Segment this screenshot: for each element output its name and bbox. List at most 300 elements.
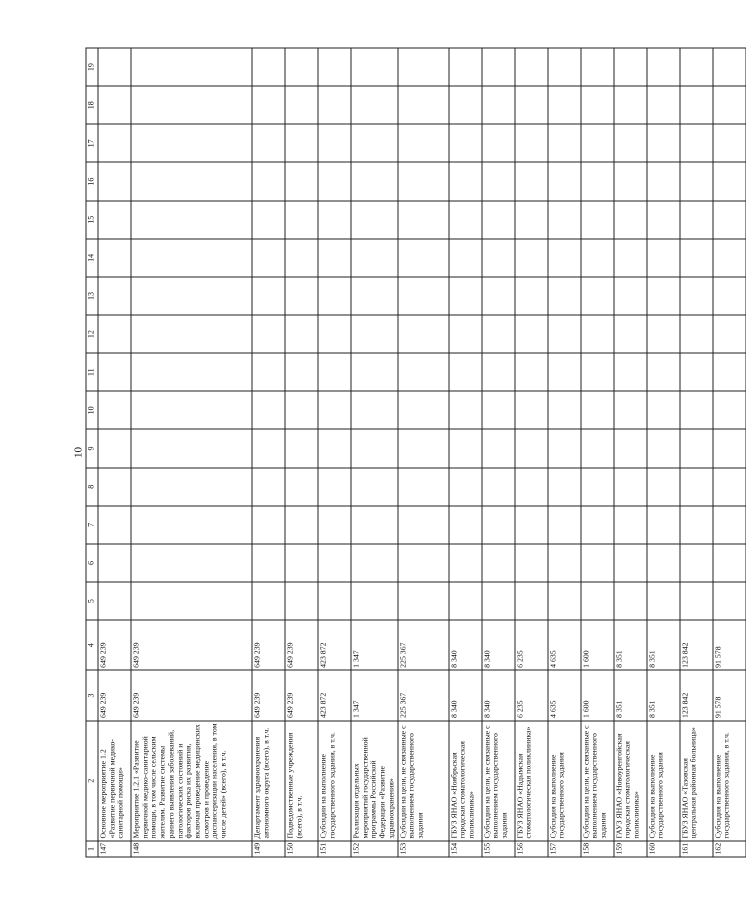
empty-cell [131, 468, 252, 506]
empty-cell [98, 315, 131, 353]
empty-cell [515, 201, 548, 239]
empty-cell [398, 468, 449, 506]
empty-cell [680, 582, 713, 620]
empty-cell [351, 506, 398, 544]
table-row [449, 48, 482, 857]
empty-cell [647, 506, 680, 544]
row-number-cell: 154 [449, 841, 482, 857]
empty-cell [398, 277, 449, 315]
empty-cell [548, 582, 581, 620]
empty-cell [548, 277, 581, 315]
column-header: 17 [86, 124, 98, 162]
amount-cell: 8 340 [482, 620, 515, 670]
amount-cell: 649 239 [285, 670, 318, 720]
amount-cell: 4 635 [548, 670, 581, 720]
empty-cell [131, 315, 252, 353]
empty-cell [614, 506, 647, 544]
empty-cell [647, 582, 680, 620]
empty-cell [647, 201, 680, 239]
empty-cell [398, 86, 449, 124]
empty-cell [680, 506, 713, 544]
empty-cell [482, 544, 515, 582]
empty-cell [449, 544, 482, 582]
empty-cell [285, 277, 318, 315]
table-row [515, 48, 548, 857]
empty-cell [614, 429, 647, 467]
empty-cell [482, 277, 515, 315]
empty-cell [351, 429, 398, 467]
table-header-row [86, 48, 98, 857]
amount-cell: 1 600 [581, 670, 614, 720]
empty-cell [449, 391, 482, 429]
empty-cell [482, 506, 515, 544]
column-header: 19 [86, 48, 98, 86]
empty-cell [581, 429, 614, 467]
empty-cell [614, 468, 647, 506]
empty-cell [581, 201, 614, 239]
empty-cell [285, 315, 318, 353]
column-header: 14 [86, 239, 98, 277]
empty-cell [252, 391, 285, 429]
empty-cell [647, 124, 680, 162]
table-row [318, 48, 351, 857]
empty-cell [398, 506, 449, 544]
column-header: 11 [86, 353, 98, 391]
empty-cell [548, 162, 581, 200]
empty-cell [318, 86, 351, 124]
empty-cell [285, 468, 318, 506]
empty-cell [98, 353, 131, 391]
empty-cell [351, 544, 398, 582]
empty-cell [515, 468, 548, 506]
amount-cell: 8 351 [614, 620, 647, 670]
empty-cell [680, 315, 713, 353]
empty-cell [398, 48, 449, 86]
empty-cell [680, 353, 713, 391]
row-name-cell: Департамент здравоохранения автономного округа (всего), в т.ч. [252, 721, 285, 841]
row-number-cell: 147 [98, 841, 131, 857]
amount-cell: 123 842 [680, 670, 713, 720]
empty-cell [351, 468, 398, 506]
empty-cell [647, 353, 680, 391]
empty-cell [515, 429, 548, 467]
empty-cell [449, 429, 482, 467]
empty-cell [614, 582, 647, 620]
amount-cell: 649 239 [252, 620, 285, 670]
amount-cell: 8 340 [449, 670, 482, 720]
row-number-cell: 157 [548, 841, 581, 857]
empty-cell [252, 277, 285, 315]
amount-cell: 6 235 [515, 620, 548, 670]
empty-cell [482, 315, 515, 353]
column-header: 8 [86, 468, 98, 506]
empty-cell [647, 277, 680, 315]
amount-cell: 4 635 [548, 620, 581, 670]
empty-cell [713, 162, 746, 200]
empty-cell [252, 201, 285, 239]
empty-cell [482, 86, 515, 124]
table-row [98, 48, 131, 857]
amount-cell: 1 600 [581, 620, 614, 670]
empty-cell [614, 48, 647, 86]
row-name-cell: Субсидии на цели, не связанные с выполнением государственного задания [482, 721, 515, 841]
empty-cell [614, 277, 647, 315]
table-row [647, 48, 680, 857]
empty-cell [398, 239, 449, 277]
empty-cell [252, 468, 285, 506]
empty-cell [482, 239, 515, 277]
empty-cell [449, 582, 482, 620]
row-number-cell: 153 [398, 841, 449, 857]
empty-cell [131, 391, 252, 429]
empty-cell [482, 201, 515, 239]
table-row [680, 48, 713, 857]
column-header: 10 [86, 391, 98, 429]
empty-cell [285, 239, 318, 277]
column-header: 18 [86, 86, 98, 124]
empty-cell [252, 239, 285, 277]
empty-cell [548, 201, 581, 239]
table-row [548, 48, 581, 857]
empty-cell [647, 544, 680, 582]
empty-cell [581, 391, 614, 429]
empty-cell [351, 277, 398, 315]
rotated-page [72, 48, 731, 858]
empty-cell [548, 86, 581, 124]
budget-table [86, 48, 746, 858]
empty-cell [713, 277, 746, 315]
empty-cell [713, 582, 746, 620]
empty-cell [713, 506, 746, 544]
empty-cell [713, 353, 746, 391]
empty-cell [398, 201, 449, 239]
empty-cell [318, 429, 351, 467]
empty-cell [131, 277, 252, 315]
empty-cell [548, 544, 581, 582]
empty-cell [482, 468, 515, 506]
empty-cell [581, 124, 614, 162]
empty-cell [285, 201, 318, 239]
row-number-cell: 152 [351, 841, 398, 857]
empty-cell [515, 239, 548, 277]
amount-cell: 8 351 [647, 620, 680, 670]
empty-cell [614, 353, 647, 391]
empty-cell [318, 391, 351, 429]
empty-cell [98, 506, 131, 544]
empty-cell [398, 353, 449, 391]
empty-cell [131, 162, 252, 200]
row-number-cell: 156 [515, 841, 548, 857]
empty-cell [680, 239, 713, 277]
empty-cell [318, 353, 351, 391]
empty-cell [131, 353, 252, 391]
empty-cell [482, 582, 515, 620]
table-row [713, 48, 746, 857]
empty-cell [548, 315, 581, 353]
amount-cell: 423 872 [318, 620, 351, 670]
row-number-cell: 155 [482, 841, 515, 857]
empty-cell [449, 277, 482, 315]
empty-cell [614, 86, 647, 124]
empty-cell [98, 124, 131, 162]
page-number: 10 [72, 447, 85, 458]
empty-cell [98, 48, 131, 86]
empty-cell [713, 201, 746, 239]
empty-cell [515, 162, 548, 200]
empty-cell [581, 582, 614, 620]
amount-cell: 123 842 [680, 620, 713, 670]
amount-cell: 8 340 [482, 670, 515, 720]
empty-cell [449, 86, 482, 124]
column-header: 9 [86, 429, 98, 467]
empty-cell [581, 48, 614, 86]
empty-cell [131, 86, 252, 124]
empty-cell [680, 201, 713, 239]
amount-cell: 649 239 [131, 620, 252, 670]
column-header: 13 [86, 277, 98, 315]
empty-cell [449, 468, 482, 506]
empty-cell [351, 48, 398, 86]
empty-cell [252, 124, 285, 162]
empty-cell [351, 353, 398, 391]
row-name-cell: Субсидия на выполнение государственного задания [647, 721, 680, 841]
empty-cell [98, 429, 131, 467]
empty-cell [449, 124, 482, 162]
empty-cell [713, 429, 746, 467]
row-number-cell: 151 [318, 841, 351, 857]
empty-cell [98, 277, 131, 315]
empty-cell [318, 124, 351, 162]
row-name-cell: ГБУЗ ЯНАО «Надымская стоматологическая поликлиника» [515, 721, 548, 841]
empty-cell [515, 277, 548, 315]
empty-cell [548, 429, 581, 467]
empty-cell [581, 353, 614, 391]
empty-cell [285, 582, 318, 620]
column-header: 3 [86, 670, 98, 720]
empty-cell [252, 544, 285, 582]
column-header: 2 [86, 721, 98, 841]
row-number-cell: 158 [581, 841, 614, 857]
empty-cell [515, 353, 548, 391]
empty-cell [98, 582, 131, 620]
amount-cell: 1 347 [351, 620, 398, 670]
empty-cell [449, 201, 482, 239]
row-name-cell: Субсидии на цели, не связанные с выполнением государственного задания [398, 721, 449, 841]
amount-cell: 6 235 [515, 670, 548, 720]
column-header: 4 [86, 620, 98, 670]
empty-cell [713, 86, 746, 124]
empty-cell [680, 162, 713, 200]
empty-cell [449, 353, 482, 391]
empty-cell [285, 506, 318, 544]
empty-cell [318, 162, 351, 200]
empty-cell [351, 86, 398, 124]
empty-cell [318, 506, 351, 544]
empty-cell [318, 201, 351, 239]
empty-cell [318, 544, 351, 582]
empty-cell [482, 48, 515, 86]
empty-cell [647, 239, 680, 277]
row-name-cell: Мероприятие 1.2.1 «Развитие первичной медико-санитарной помощи, в том числе сельским жителям. Развитие системы раннего выявления заболеваний, патологических состояний и факторов риска их развития, включая проведение медицинских осмотров и проведение диспансеризации населения, в том числе детей» (всего), в т.ч. [131, 721, 252, 841]
table-row [285, 48, 318, 857]
empty-cell [449, 315, 482, 353]
empty-cell [647, 86, 680, 124]
empty-cell [647, 315, 680, 353]
empty-cell [614, 239, 647, 277]
empty-cell [98, 201, 131, 239]
empty-cell [131, 124, 252, 162]
amount-cell: 225 367 [398, 620, 449, 670]
empty-cell [98, 544, 131, 582]
amount-cell: 649 239 [98, 670, 131, 720]
row-name-cell: Субсидии на цели, не связанные с выполнением государственного задания [581, 721, 614, 841]
table-row [581, 48, 614, 857]
empty-cell [252, 582, 285, 620]
empty-cell [680, 544, 713, 582]
table-row [252, 48, 285, 857]
empty-cell [581, 162, 614, 200]
empty-cell [713, 124, 746, 162]
empty-cell [713, 239, 746, 277]
amount-cell: 8 340 [449, 620, 482, 670]
empty-cell [285, 86, 318, 124]
empty-cell [548, 124, 581, 162]
table-row [131, 48, 252, 857]
empty-cell [131, 48, 252, 86]
row-name-cell: ГБУЗ ЯНАО «Тазовская центральная районная больница» [680, 721, 713, 841]
empty-cell [449, 162, 482, 200]
empty-cell [285, 391, 318, 429]
empty-cell [614, 315, 647, 353]
empty-cell [98, 391, 131, 429]
empty-cell [98, 162, 131, 200]
empty-cell [252, 48, 285, 86]
empty-cell [548, 468, 581, 506]
empty-cell [351, 239, 398, 277]
amount-cell: 649 239 [252, 670, 285, 720]
amount-cell: 8 351 [614, 670, 647, 720]
empty-cell [398, 391, 449, 429]
row-number-cell: 159 [614, 841, 647, 857]
empty-cell [515, 48, 548, 86]
amount-cell: 91 578 [713, 620, 746, 670]
empty-cell [680, 391, 713, 429]
empty-cell [318, 48, 351, 86]
row-name-cell: ГАУЗ ЯНАО «Новоуренгойская городская стоматологическая поликлиника» [614, 721, 647, 841]
empty-cell [548, 239, 581, 277]
empty-cell [252, 86, 285, 124]
empty-cell [398, 582, 449, 620]
empty-cell [449, 48, 482, 86]
empty-cell [449, 239, 482, 277]
empty-cell [398, 315, 449, 353]
empty-cell [614, 544, 647, 582]
empty-cell [581, 315, 614, 353]
empty-cell [614, 391, 647, 429]
amount-cell: 649 239 [285, 620, 318, 670]
empty-cell [398, 124, 449, 162]
empty-cell [252, 506, 285, 544]
empty-cell [131, 506, 252, 544]
empty-cell [482, 391, 515, 429]
empty-cell [351, 162, 398, 200]
empty-cell [131, 429, 252, 467]
row-number-cell: 148 [131, 841, 252, 857]
row-number-cell: 160 [647, 841, 680, 857]
column-header: 15 [86, 201, 98, 239]
empty-cell [548, 506, 581, 544]
empty-cell [285, 353, 318, 391]
empty-cell [581, 86, 614, 124]
empty-cell [482, 429, 515, 467]
row-name-cell: Основное мероприятие 1.2 «Развитие первичной медико-санитарной помощи» [98, 721, 131, 841]
empty-cell [647, 468, 680, 506]
empty-cell [318, 582, 351, 620]
empty-cell [131, 201, 252, 239]
row-name-cell: Субсидия на выполнение государственного задания, в т.ч. [713, 721, 746, 841]
amount-cell: 649 239 [98, 620, 131, 670]
empty-cell [515, 506, 548, 544]
empty-cell [680, 277, 713, 315]
empty-cell [647, 48, 680, 86]
empty-cell [581, 506, 614, 544]
amount-cell: 91 578 [713, 670, 746, 720]
table-row [482, 48, 515, 857]
column-header: 7 [86, 506, 98, 544]
empty-cell [351, 124, 398, 162]
empty-cell [285, 429, 318, 467]
empty-cell [515, 315, 548, 353]
empty-cell [548, 48, 581, 86]
amount-cell: 423 872 [318, 670, 351, 720]
table-row [614, 48, 647, 857]
empty-cell [318, 468, 351, 506]
empty-cell [252, 353, 285, 391]
column-header: 12 [86, 315, 98, 353]
empty-cell [515, 86, 548, 124]
empty-cell [482, 353, 515, 391]
empty-cell [614, 201, 647, 239]
empty-cell [131, 544, 252, 582]
empty-cell [351, 582, 398, 620]
empty-cell [515, 582, 548, 620]
empty-cell [515, 124, 548, 162]
empty-cell [398, 429, 449, 467]
empty-cell [285, 48, 318, 86]
empty-cell [398, 544, 449, 582]
empty-cell [713, 544, 746, 582]
empty-cell [614, 124, 647, 162]
empty-cell [515, 391, 548, 429]
empty-cell [252, 162, 285, 200]
row-name-cell: Подведомственные учреждения (всего), в т.ч. [285, 721, 318, 841]
amount-cell: 8 351 [647, 670, 680, 720]
empty-cell [581, 239, 614, 277]
empty-cell [98, 468, 131, 506]
empty-cell [680, 48, 713, 86]
empty-cell [680, 468, 713, 506]
empty-cell [351, 201, 398, 239]
empty-cell [318, 277, 351, 315]
empty-cell [98, 239, 131, 277]
empty-cell [713, 391, 746, 429]
empty-cell [647, 429, 680, 467]
empty-cell [318, 239, 351, 277]
empty-cell [581, 277, 614, 315]
empty-cell [548, 391, 581, 429]
empty-cell [285, 544, 318, 582]
empty-cell [680, 86, 713, 124]
